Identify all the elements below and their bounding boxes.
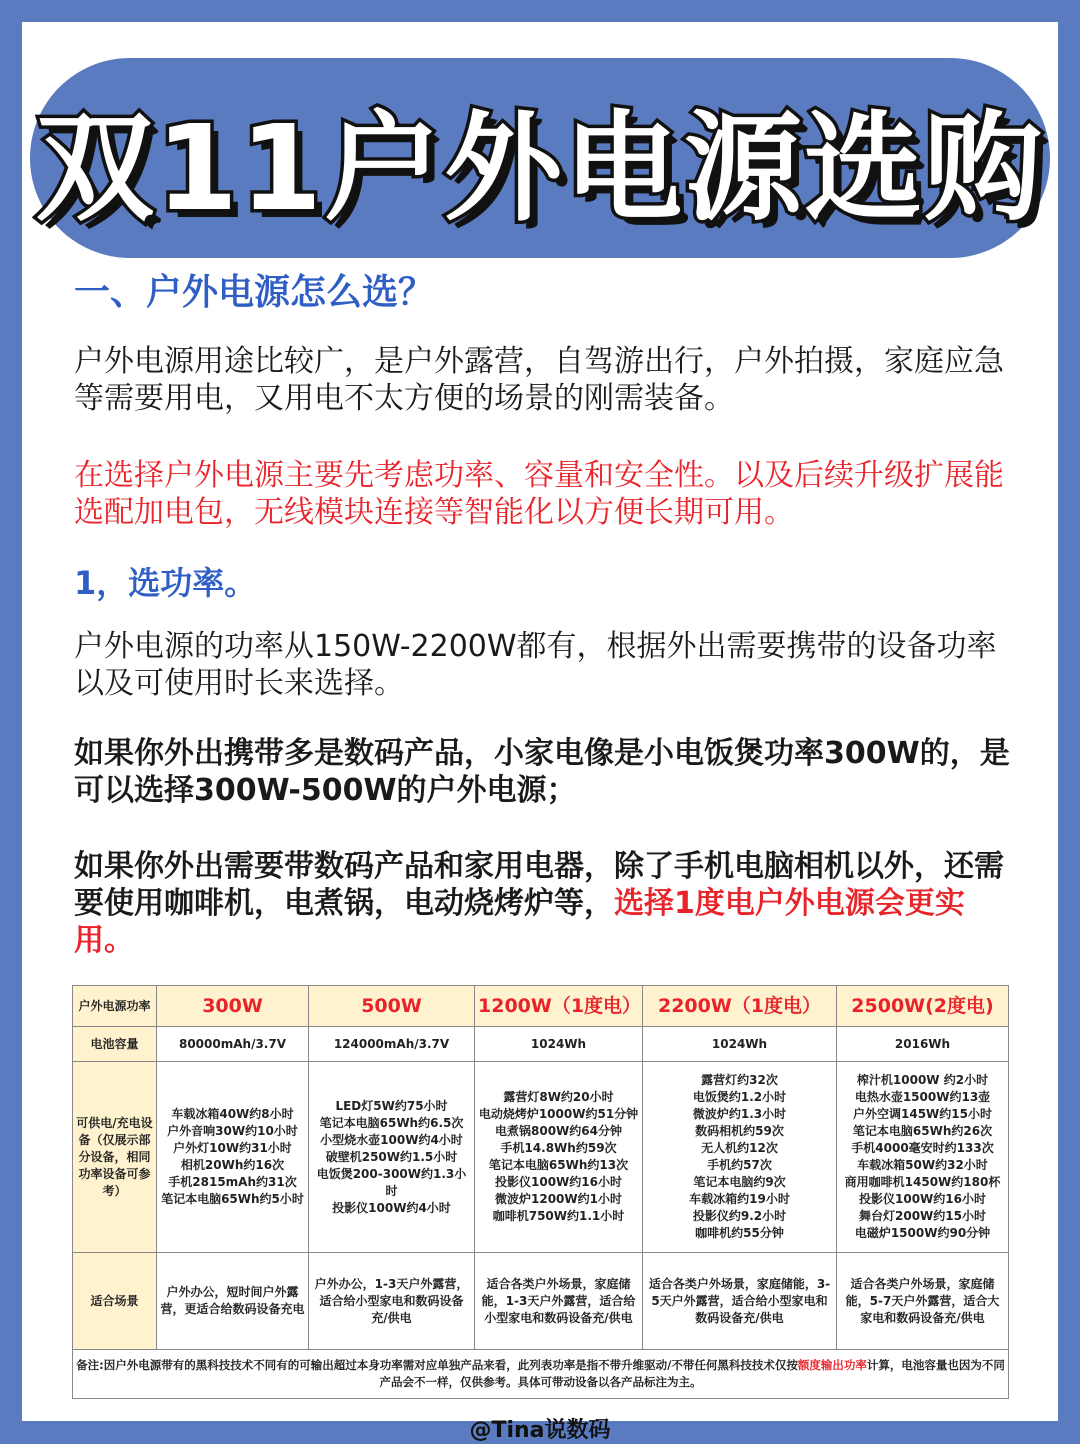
capacity-cell: 2016Wh	[837, 1027, 1009, 1062]
devices-cell: 露营灯约32次 电饭煲约1.2小时 微波炉约1.3小时 数码相机约59次 无人机约12次 手机约57次 笔记本电脑约9次 车载冰箱约19小时 投影仪约9.2小时 咖啡机约55分钟	[643, 1062, 837, 1253]
capacity-cell: 1024Wh	[643, 1027, 837, 1062]
sub-heading: 1，选功率。	[74, 564, 257, 602]
capacity-cell: 80000mAh/3.7V	[157, 1027, 309, 1062]
power-cell: 1200W（1度电）	[475, 986, 643, 1027]
power-cell: 2500W(2度电)	[837, 986, 1009, 1027]
devices-cell: 车载冰箱40W约8小时 户外音响30W约10小时 户外灯10W约31小时 相机20Wh约16次 手机2815mAh约31次 笔记本电脑65Wh约5小时	[157, 1062, 309, 1253]
red-paragraph: 在选择户外电源主要先考虑功率、容量和安全性。以及后续升级扩展能选配加电包，无线模块连接等智能化以方便长期可用。	[74, 458, 1004, 530]
power-cell: 300W	[157, 986, 309, 1027]
capacity-label: 电池容量	[73, 1027, 157, 1062]
devices-cell: LED灯5W约75小时 笔记本电脑65Wh约6.5次 小型烧水壶100W约4小时 破壁机250W约1.5小时 电饭煲200-300W约1.3小时 投影仪100W约4小时	[309, 1062, 475, 1253]
page-title: 双11户外电源选购	[35, 99, 1045, 237]
appliance-highlight: 选择1度电户外电源会更实用。	[74, 886, 965, 958]
scene-cell: 适合各类户外场景，家庭储能，5-7天户外露营，适合大家电和数码设备充/供电	[837, 1253, 1009, 1350]
devices-cell: 露营灯8W约20小时 电动烧烤炉1000W约51分钟 电煮锅800W约64分钟 手机14.8Wh约59次 笔记本电脑65Wh约13次 投影仪100W约16小时 微波炉1200W约1小时 咖啡机750W约1.1小时	[475, 1062, 643, 1253]
note-text-end: 计算，电池容量也因为不同产品会不一样，仅供参考。具体可带动设备以各产品标注为主。	[379, 1358, 1005, 1389]
intro-paragraph: 户外电源用途比较广，是户外露营，自驾游出行，户外拍摄，家庭应急等需要用电，又用电不太方便的场景的刚需装备。	[74, 344, 1004, 416]
scene-cell: 适合各类户外场景，家庭储能，3-5天户外露营，适合给小型家电和数码设备充/供电	[643, 1253, 837, 1350]
capacity-cell: 1024Wh	[475, 1027, 643, 1062]
digital-paragraph: 如果你外出携带多是数码产品，小家电像是小电饭煲功率300W的，是可以选择300W-500W的户外电源；	[74, 736, 1010, 808]
table-row-devices	[73, 1062, 1009, 1253]
table-note	[73, 1350, 1009, 1399]
note-text: 备注:因户外电源带有的黑科技技术不同有的可输出超过本身功率需对应单独产品来看，此列表功率是指不带升维驱动/不带任何黑科技技术仅按	[76, 1358, 798, 1372]
scene-label: 适合场景	[73, 1253, 157, 1350]
devices-label: 可供电/充电设备（仅展示部分设备，相同功率设备可参考）	[73, 1062, 157, 1253]
power-cell: 2200W（1度电）	[643, 986, 837, 1027]
table-row-capacity	[73, 1027, 1009, 1062]
power-cell: 500W	[309, 986, 475, 1027]
capacity-cell: 124000mAh/3.7V	[309, 1027, 475, 1062]
power-range-paragraph: 户外电源的功率从150W-2200W都有，根据外出需要携带的设备功率以及可使用时长来选择。	[74, 629, 997, 701]
appliance-paragraph	[74, 848, 1014, 959]
power-label: 户外电源功率	[73, 986, 157, 1027]
appliance-text: 如果你外出需要带数码产品和家用电器，除了手机电脑相机以外，还需要使用咖啡机，电煮锅，电动烧烤炉等，	[74, 849, 1004, 921]
watermark: @Tina说数码	[469, 1418, 611, 1443]
scene-cell: 户外办公，1-3天户外露营，适合给小型家电和数码设备充/供电	[309, 1253, 475, 1350]
table-row-power	[73, 986, 1009, 1027]
note-highlight: 额度输出功率	[797, 1358, 867, 1372]
table-row-note	[73, 1350, 1009, 1399]
section-heading: 一、户外电源怎么选？	[74, 272, 435, 313]
spec-table	[72, 985, 1009, 1399]
table-row-scene	[73, 1253, 1009, 1350]
scene-cell: 适合各类户外场景，家庭储能，1-3天户外露营，适合给小型家电和数码设备充/供电	[475, 1253, 643, 1350]
devices-cell: 榨汁机1000W 约2小时 电热水壶1500W约13壶 户外空调145W约15小时 笔记本电脑65Wh约26次 手机4000毫安时约133次 车载冰箱50W约32小时 商用咖啡机1450W约180杯 投影仪100W约16小时 舞台灯200W约15小时 电磁炉1500W约90分钟	[837, 1062, 1009, 1253]
scene-cell: 户外办公，短时间户外露营，更适合给数码设备充电	[157, 1253, 309, 1350]
